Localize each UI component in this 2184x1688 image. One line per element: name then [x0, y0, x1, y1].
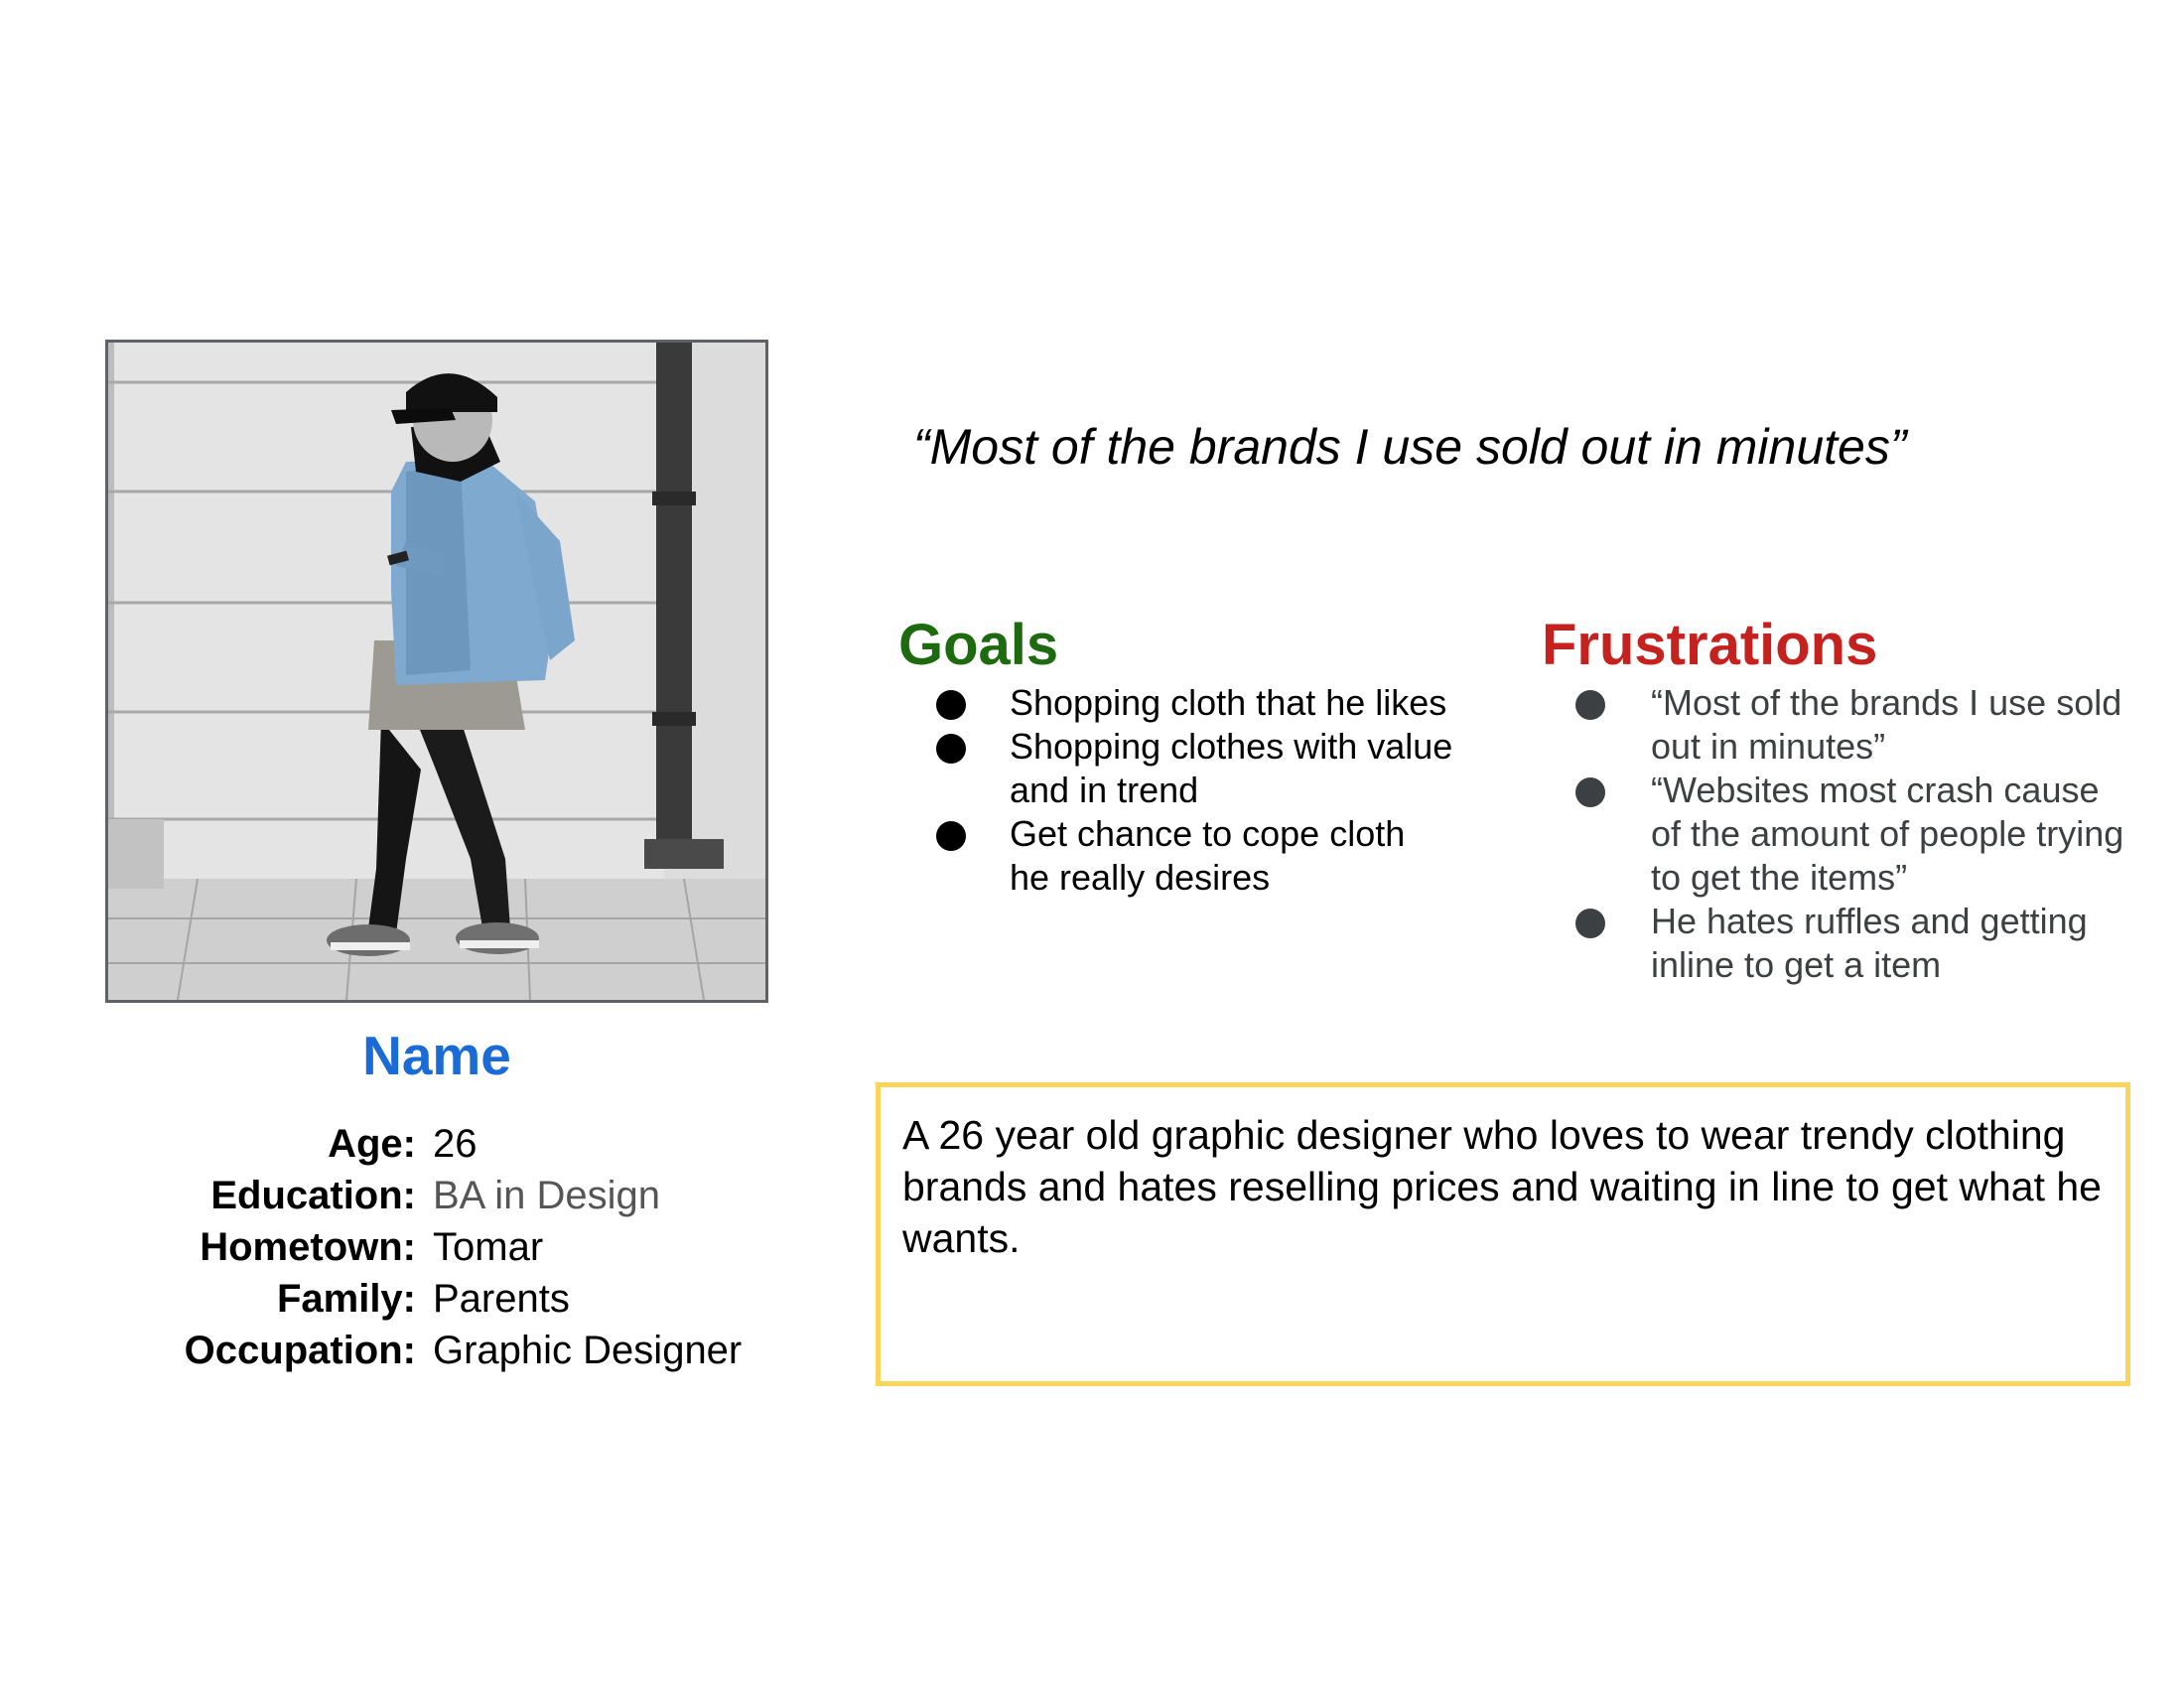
- persona-details: [105, 1118, 820, 1376]
- goals-section: [898, 610, 1454, 900]
- frustration-text: “Most of the brands I use sold out in minutes”: [1651, 682, 2122, 767]
- detail-label: Hometown:: [200, 1225, 416, 1269]
- detail-value: BA in Design: [433, 1174, 661, 1217]
- detail-row-hometown: [105, 1221, 820, 1273]
- frustrations-list: [1542, 681, 2137, 987]
- persona-photo: [105, 340, 768, 1003]
- frustration-item: [1542, 769, 2137, 900]
- frustrations-title: Frustrations: [1542, 613, 1878, 677]
- goal-item: [898, 681, 1454, 725]
- frustrations-section: [1542, 610, 2137, 987]
- persona-summary: A 26 year old graphic designer who loves to wear trendy clothing brands and hates reselling prices and waiting in line to get what he wants.: [876, 1082, 2130, 1386]
- detail-row-education: [105, 1170, 820, 1221]
- goal-text: Shopping cloth that he likes: [1010, 682, 1447, 723]
- detail-row-occupation: [105, 1325, 820, 1376]
- bullet-dot-icon: [1575, 690, 1605, 720]
- bullet-dot-icon: [1575, 909, 1605, 938]
- bullet-dot-icon: [936, 734, 966, 764]
- bullet-dot-icon: [936, 690, 966, 720]
- goal-item: [898, 725, 1454, 812]
- frustration-text: He hates ruffles and getting inline to get a item: [1651, 901, 2088, 985]
- detail-value: 26: [433, 1122, 478, 1166]
- detail-label: Age:: [328, 1122, 416, 1166]
- goal-text: Shopping clothes with value and in trend: [1010, 726, 1453, 810]
- frustration-item: [1542, 900, 2137, 987]
- detail-label: Education:: [210, 1174, 416, 1217]
- bullet-dot-icon: [936, 821, 966, 851]
- detail-label: Occupation:: [184, 1329, 416, 1372]
- bullet-dot-icon: [1575, 777, 1605, 807]
- detail-value: Graphic Designer: [433, 1329, 743, 1372]
- detail-value: Tomar: [433, 1225, 544, 1269]
- detail-row-family: [105, 1273, 820, 1325]
- goal-item: [898, 812, 1454, 900]
- goals-title: Goals: [898, 613, 1059, 677]
- frustration-text: “Websites most crash cause of the amount of people trying to get the items”: [1651, 770, 2124, 898]
- goal-text: Get chance to cope cloth he really desires: [1010, 813, 1406, 898]
- frustration-item: [1542, 681, 2137, 769]
- detail-value: Parents: [433, 1277, 570, 1321]
- goals-list: [898, 681, 1454, 900]
- detail-row-age: [105, 1118, 820, 1170]
- detail-label: Family:: [276, 1277, 416, 1321]
- persona-quote: “Most of the brands I use sold out in minutes”: [913, 419, 1907, 475]
- persona-name: Name: [362, 1025, 511, 1086]
